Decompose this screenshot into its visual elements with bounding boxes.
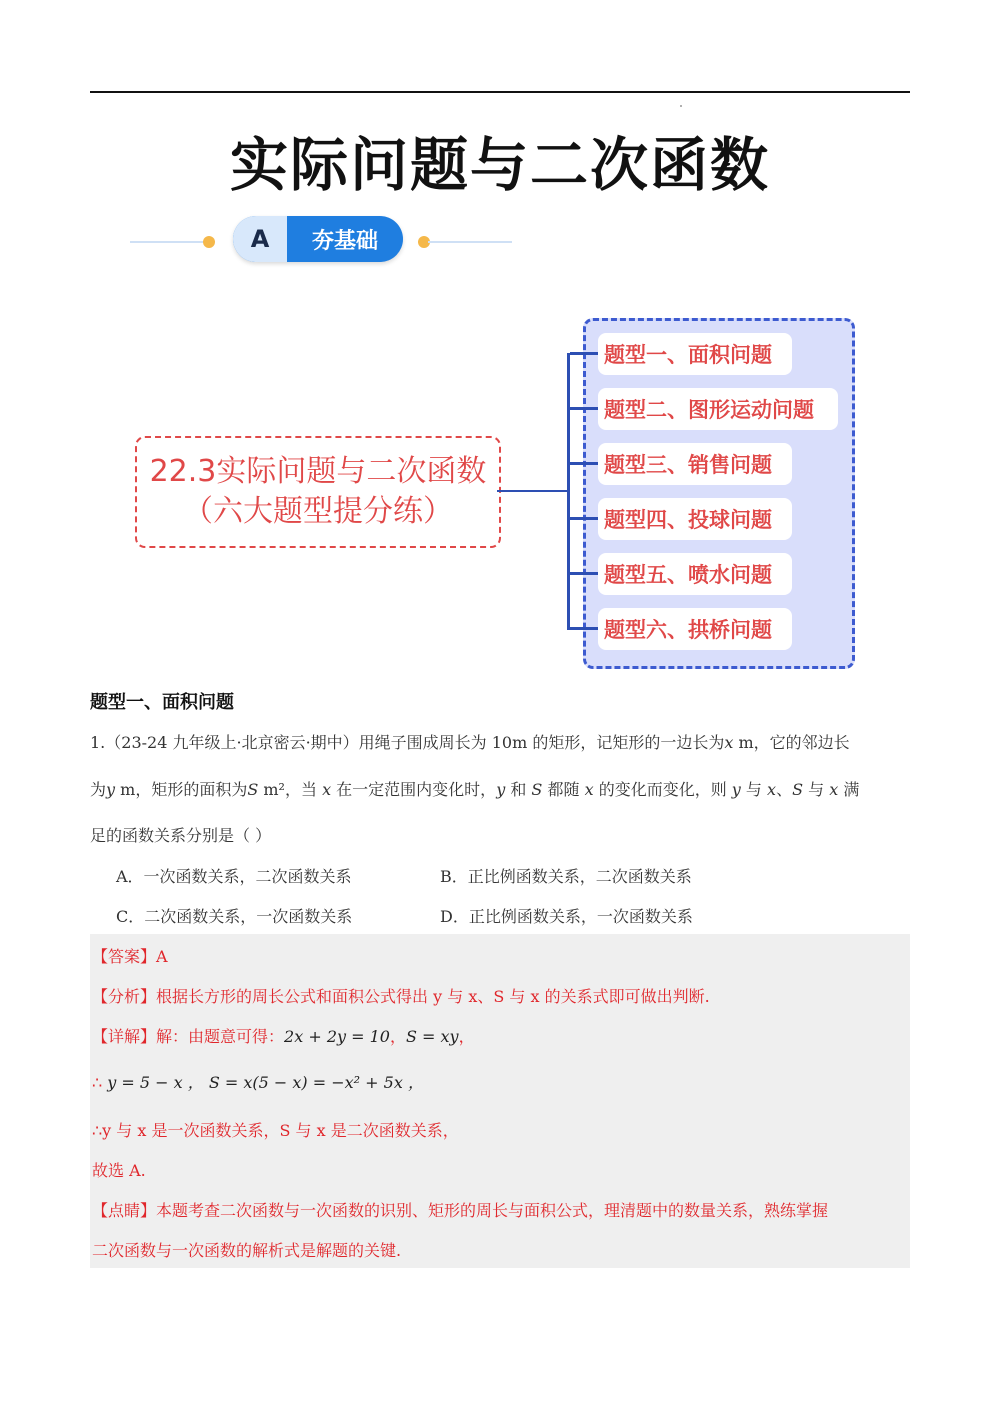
option-c: C．二次函数关系，一次函数关系 xyxy=(116,907,353,926)
question-text: m²，当 xyxy=(258,780,323,799)
question-text: 的变化而变化，则 xyxy=(593,780,732,799)
badge-left-line xyxy=(130,241,208,243)
mindmap-tick xyxy=(570,517,598,520)
question-number: 1. xyxy=(90,733,106,752)
page-title: 实际问题与二次函数 xyxy=(229,131,770,199)
detail-equation-2: S = xy xyxy=(405,1027,459,1046)
math-var: y xyxy=(731,780,741,799)
badge-letter: A xyxy=(233,216,287,262)
math-var: x xyxy=(829,780,839,799)
step-2-line: ∴y 与 x 是一次函数关系，S 与 x 是二次函数关系， xyxy=(92,1121,459,1140)
step-1-equation: y = 5 − x ， S = x(5 − x) = −x² + 5x ， xyxy=(107,1073,424,1092)
mindmap-tick xyxy=(570,352,598,355)
mindmap-tick xyxy=(570,627,598,630)
option-a: A．一次函数关系，二次函数关系 xyxy=(116,867,352,886)
section-heading: 题型一、面积问题 xyxy=(90,692,234,713)
question-text: 都随 xyxy=(542,780,585,799)
answer-label: 【答案】 xyxy=(92,947,157,966)
mindmap-tick xyxy=(570,462,598,465)
comment-line-2: 二次函数与一次函数的解析式是解题的关键. xyxy=(92,1241,402,1260)
mindmap-item-6: 题型六、拱桥问题 xyxy=(598,608,792,650)
dot-mark xyxy=(680,105,682,107)
analysis-text: 根据长方形的周长公式和面积公式得出 y 与 x、S 与 x 的关系式即可做出判断. xyxy=(156,987,710,1006)
mindmap-item-2: 题型二、图形运动问题 xyxy=(598,388,838,430)
question-text: （23-24 九年级上·北京密云·期中）用绳子围成周长为 10m 的矩形，记矩形的一边长为 xyxy=(105,733,725,752)
detail-label: 【详解】 xyxy=(92,1027,157,1046)
question-line-1 xyxy=(90,730,910,753)
answer-value: A xyxy=(156,947,168,966)
detail-line xyxy=(92,1024,475,1047)
math-var: x xyxy=(584,780,594,799)
detail-equation-1: 2x + 2y = 10 xyxy=(284,1027,390,1046)
option-b: B．正比例函数关系，二次函数关系 xyxy=(440,867,692,886)
mindmap-root-line1: 22.3实际问题与二次函数 xyxy=(149,454,487,489)
therefore-symbol: ∴ xyxy=(92,1073,108,1092)
mindmap-root-line2: （六大题型提分练） xyxy=(183,494,453,529)
math-var: S xyxy=(531,780,543,799)
question-text: 、 xyxy=(776,780,793,799)
mindmap-bracket xyxy=(567,353,586,630)
math-var: S xyxy=(792,780,804,799)
mindmap-item-3: 题型三、销售问题 xyxy=(598,443,792,485)
mindmap-item-1: 题型一、面积问题 xyxy=(598,333,792,375)
comment-line-1 xyxy=(92,1198,828,1221)
question-line-3: 足的函数关系分别是（ ） xyxy=(90,826,272,845)
detail-end: ， xyxy=(458,1027,475,1046)
answer-line xyxy=(92,944,168,967)
comment-text: 本题考查二次函数与一次函数的识别、矩形的周长与面积公式，理清题中的数量关系，熟练掌握 xyxy=(156,1201,829,1220)
question-text: 和 xyxy=(505,780,532,799)
question-line-2 xyxy=(90,777,910,800)
step-1-line xyxy=(92,1070,424,1093)
mindmap-tick xyxy=(570,407,598,410)
detail-text: 解：由题意可得： xyxy=(156,1027,285,1046)
question-text: 为 xyxy=(90,780,107,799)
step-3-line: 故选 A. xyxy=(92,1161,146,1180)
math-var: y xyxy=(106,780,116,799)
math-var: x xyxy=(322,780,332,799)
mindmap-item-5: 题型五、喷水问题 xyxy=(598,553,792,595)
detail-separator: ， xyxy=(389,1027,406,1046)
question-text: 与 xyxy=(803,780,830,799)
question-text: m，它的邻边长 xyxy=(733,733,850,752)
analysis-label: 【分析】 xyxy=(92,987,157,1006)
math-var: y xyxy=(496,780,506,799)
question-text: m，矩形的面积为 xyxy=(115,780,248,799)
mindmap-connector xyxy=(497,490,569,492)
mindmap-tick xyxy=(570,572,598,575)
mindmap-item-4: 题型四、投球问题 xyxy=(598,498,792,540)
math-var: x xyxy=(767,780,777,799)
option-d: D．正比例函数关系，一次函数关系 xyxy=(440,907,693,926)
section-badge xyxy=(233,216,403,262)
question-text: 满 xyxy=(838,780,860,799)
mindmap-root xyxy=(135,436,501,548)
question-text: 在一定范围内变化时， xyxy=(331,780,497,799)
question-text: 与 xyxy=(740,780,768,799)
comment-label: 【点睛】 xyxy=(92,1201,157,1220)
badge-right-line xyxy=(428,241,512,243)
math-var: x xyxy=(724,733,734,752)
badge-left-dot xyxy=(203,236,215,248)
badge-text: 夯基础 xyxy=(311,228,378,254)
top-rule xyxy=(90,91,910,93)
math-var: S xyxy=(247,780,259,799)
analysis-line xyxy=(92,984,710,1007)
